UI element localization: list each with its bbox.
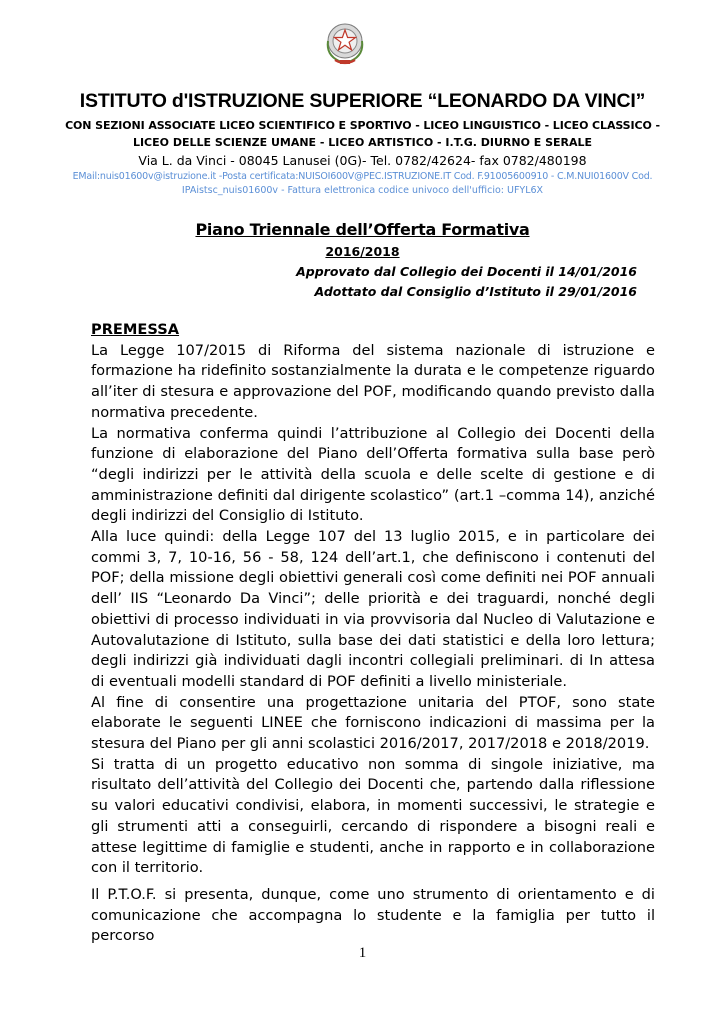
paragraph: Al fine di consentire una progettazione unitaria del PTOF, sono state elaborate le seguenti LINEE che forniscono indicazioni di massima per la stesura del Piano per gli anni scolastici 2016/2017, 2017/2018 e 2018/2019. — [91, 693, 655, 753]
associated-sections-line-2: LICEO DELLE SCIENZE UMANE - LICEO ARTISTICO - I.T.G. DIURNO E SERALE — [132, 136, 593, 149]
plan-title: Piano Triennale dell’Offerta Formativa — [195, 220, 530, 239]
contacts-line-2: IPAistsc_nuis01600v - Fattura elettronica codice univoco dell'ufficio: UFYL6X — [181, 185, 544, 196]
associated-sections-line-1: CON SEZIONI ASSOCIATE LICEO SCIENTIFICO E SPORTIVO - LICEO LINGUISTICO - LICEO CLASSICO - — [65, 119, 660, 132]
institute-address: Via L. da Vinci - 08045 Lanusei (0G)- Tel. 0782/42624- fax 0782/480198 — [138, 153, 587, 168]
paragraph: Il P.T.O.F. si presenta, dunque, come uno strumento di orientamento e di comunicazione che accompagna lo studente e la famiglia per tutto il percorso — [91, 885, 655, 945]
paragraph: Si tratta di un progetto educativo non somma di singole iniziative, ma risultato dell’attività del Collegio dei Docenti che, partendo dalla riflessione su valori educativi condivisi, elabora, in momenti successivi, le strategie e gli strumenti atti a conseguirli, cercando di rispondere a bisogni reali e attese legittime di famiglie e studenti, anche in rapporto e in collaborazione con il territorio. — [91, 755, 655, 877]
institute-title: ISTITUTO d'ISTRUZIONE SUPERIORE “LEONARDO DA VINCI” — [79, 90, 646, 112]
paragraph: La normativa conferma quindi l’attribuzione al Collegio dei Docenti della funzione di elaborazione del Piano dell’Offerta formativa sulla base però “degli indirizzi per le attività della scuola e delle scelte di gestione e di amministrazione definiti dal dirigente scolastico” (art.1 –comma 14), anziché degli indirizzi del Consiglio di Istituto. — [91, 424, 655, 525]
document-body — [91, 320, 655, 947]
section-heading: PREMESSA — [91, 321, 180, 338]
paragraph: La Legge 107/2015 di Riforma del sistema nazionale di istruzione e formazione ha ridefinito sostanzialmente la durata e le competenze riguardo all’iter di stesura e approvazione del POF, modificando quando previsto dalla normativa precedente. — [91, 341, 655, 421]
page-number: 1 — [358, 945, 367, 961]
approval-note: Approvato dal Collegio dei Docenti il 14/01/2016 — [296, 264, 637, 279]
contacts-line-1[interactable]: EMail:nuis01600v@istruzione.it -Posta certificata:NUISOI600V@PEC.ISTRUZIONE.IT Cod. F.91005600910 - C.M.NUI01600V Cod. — [72, 171, 653, 182]
plan-years: 2016/2018 — [325, 244, 400, 259]
adoption-note: Adottato dal Consiglio d’Istituto il 29/01/2016 — [314, 284, 637, 299]
paragraph: Alla luce quindi: della Legge 107 del 13 luglio 2015, e in particolare dei commi 3, 7, 10-16, 56 - 58, 124 dell’art.1, che definiscono i contenuti del POF; della missione degli obiettivi generali così come definiti nei POF annuali dell’ IIS “Leonardo Da Vinci”; delle priorità e dei traguardi, nonché degli obiettivi di processo individuati in via provvisoria dal Nucleo di Valutazione e Autovalutazione di Istituto, sulla base dei dati statistici e della loro lettura; degli indirizzi già individuati dagli incontri collegiali preliminari. di In attesa di eventuali modelli standard di POF definiti a livello ministeriale. — [91, 528, 655, 690]
italian-republic-emblem-icon — [321, 17, 369, 67]
